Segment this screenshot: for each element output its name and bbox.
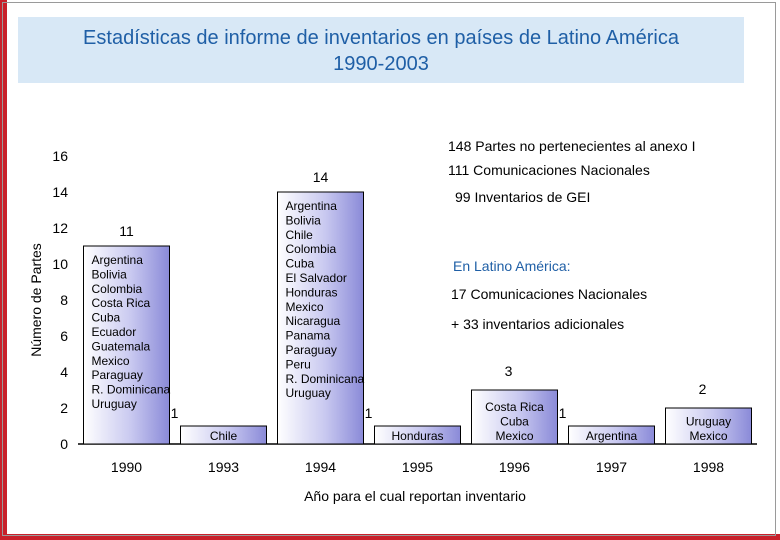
x-tick-label-1996: 1996 [498, 459, 531, 475]
country-label-1994-4: Cuba [285, 256, 315, 271]
y-axis-label: Número de Partes [28, 243, 44, 357]
latam-line-1: 17 Comunicaciones Nacionales [451, 286, 648, 302]
chart-subtitle: 1990-2003 [333, 53, 429, 75]
country-label-1990-10: Uruguay [91, 397, 137, 411]
country-label-1994-11: Peru [285, 357, 311, 372]
country-label-1995-0: Honduras [391, 429, 444, 443]
country-label-1990-4: Cuba [91, 310, 121, 325]
country-label-1990-5: Ecuador [91, 325, 137, 339]
country-label-1994-10: Paraguay [285, 343, 337, 357]
country-label-1997-0: Argentina [585, 429, 638, 443]
country-label-1994-2: Chile [285, 227, 313, 242]
country-label-1994-9: Panama [285, 328, 331, 343]
x-tick-label-1993: 1993 [207, 459, 240, 475]
y-tick-label-6: 12 [52, 220, 68, 236]
value-label-1995: 1 [364, 405, 373, 421]
country-label-1994-12: R. Dominicana [285, 371, 365, 386]
country-label-1990-8: Paraguay [91, 368, 143, 383]
country-label-1996-1: Cuba [500, 414, 529, 429]
y-tick-label-0: 0 [60, 436, 68, 452]
country-label-1998-1: Mexico [689, 429, 728, 443]
x-tick-label-1990: 1990 [110, 459, 143, 475]
value-label-1998: 2 [698, 381, 707, 397]
country-label-1990-9: R. Dominicana [91, 382, 171, 397]
country-label-1994-5: El Salvador [285, 271, 347, 285]
x-tick-label-1995: 1995 [401, 459, 434, 475]
latam-line-2: + 33 inventarios adicionales [451, 316, 625, 332]
y-tick-label-7: 14 [52, 184, 68, 200]
x-tick-label-1997: 1997 [595, 459, 628, 475]
country-label-1996-2: Mexico [495, 429, 534, 443]
country-label-1994-1: Bolivia [285, 213, 321, 228]
y-tick-label-8: 16 [52, 148, 68, 164]
x-tick-label-1998: 1998 [692, 459, 725, 475]
country-label-1994-3: Colombia [285, 242, 337, 257]
y-tick-label-4: 8 [60, 292, 68, 308]
y-tick-label-1: 2 [60, 400, 68, 416]
country-label-1994-13: Uruguay [285, 386, 331, 401]
country-label-1993-0: Chile [209, 429, 238, 443]
x-tick-label-1994: 1994 [304, 459, 337, 475]
chart-title: Estadísticas de informe de inventarios en países de Latino América [83, 27, 679, 49]
country-label-1990-2: Colombia [91, 281, 143, 296]
x-axis-label: Año para el cual reportan inventario [304, 488, 526, 504]
info-line-3: 99 Inventarios de GEI [455, 189, 591, 205]
info-line-1: 148 Partes no pertenecientes al anexo I [448, 138, 696, 154]
value-label-1997: 1 [558, 405, 567, 421]
y-tick-label-2: 4 [60, 364, 68, 380]
y-tick-label-3: 6 [60, 328, 68, 344]
latam-heading: En Latino América: [453, 258, 571, 274]
country-label-1994-7: Mexico [285, 299, 324, 314]
country-label-1990-1: Bolivia [91, 267, 127, 282]
country-label-1994-8: Nicaragua [285, 314, 341, 329]
value-label-1996: 3 [504, 363, 513, 379]
value-label-1993: 1 [170, 405, 179, 421]
country-label-1990-0: Argentina [91, 253, 143, 267]
value-label-1990: 11 [119, 223, 134, 239]
country-label-1990-6: Guatemala [91, 339, 151, 354]
info-line-2: 111 Comunicaciones Nacionales [448, 162, 650, 178]
country-label-1996-0: Costa Rica [485, 400, 544, 415]
country-label-1994-0: Argentina [285, 199, 337, 213]
y-tick-label-5: 10 [52, 256, 68, 272]
country-label-1998-0: Uruguay [685, 414, 732, 429]
country-label-1994-6: Honduras [285, 285, 338, 300]
country-label-1990-7: Mexico [91, 353, 130, 368]
value-label-1994: 14 [312, 169, 329, 185]
country-label-1990-3: Costa Rica [91, 296, 151, 311]
